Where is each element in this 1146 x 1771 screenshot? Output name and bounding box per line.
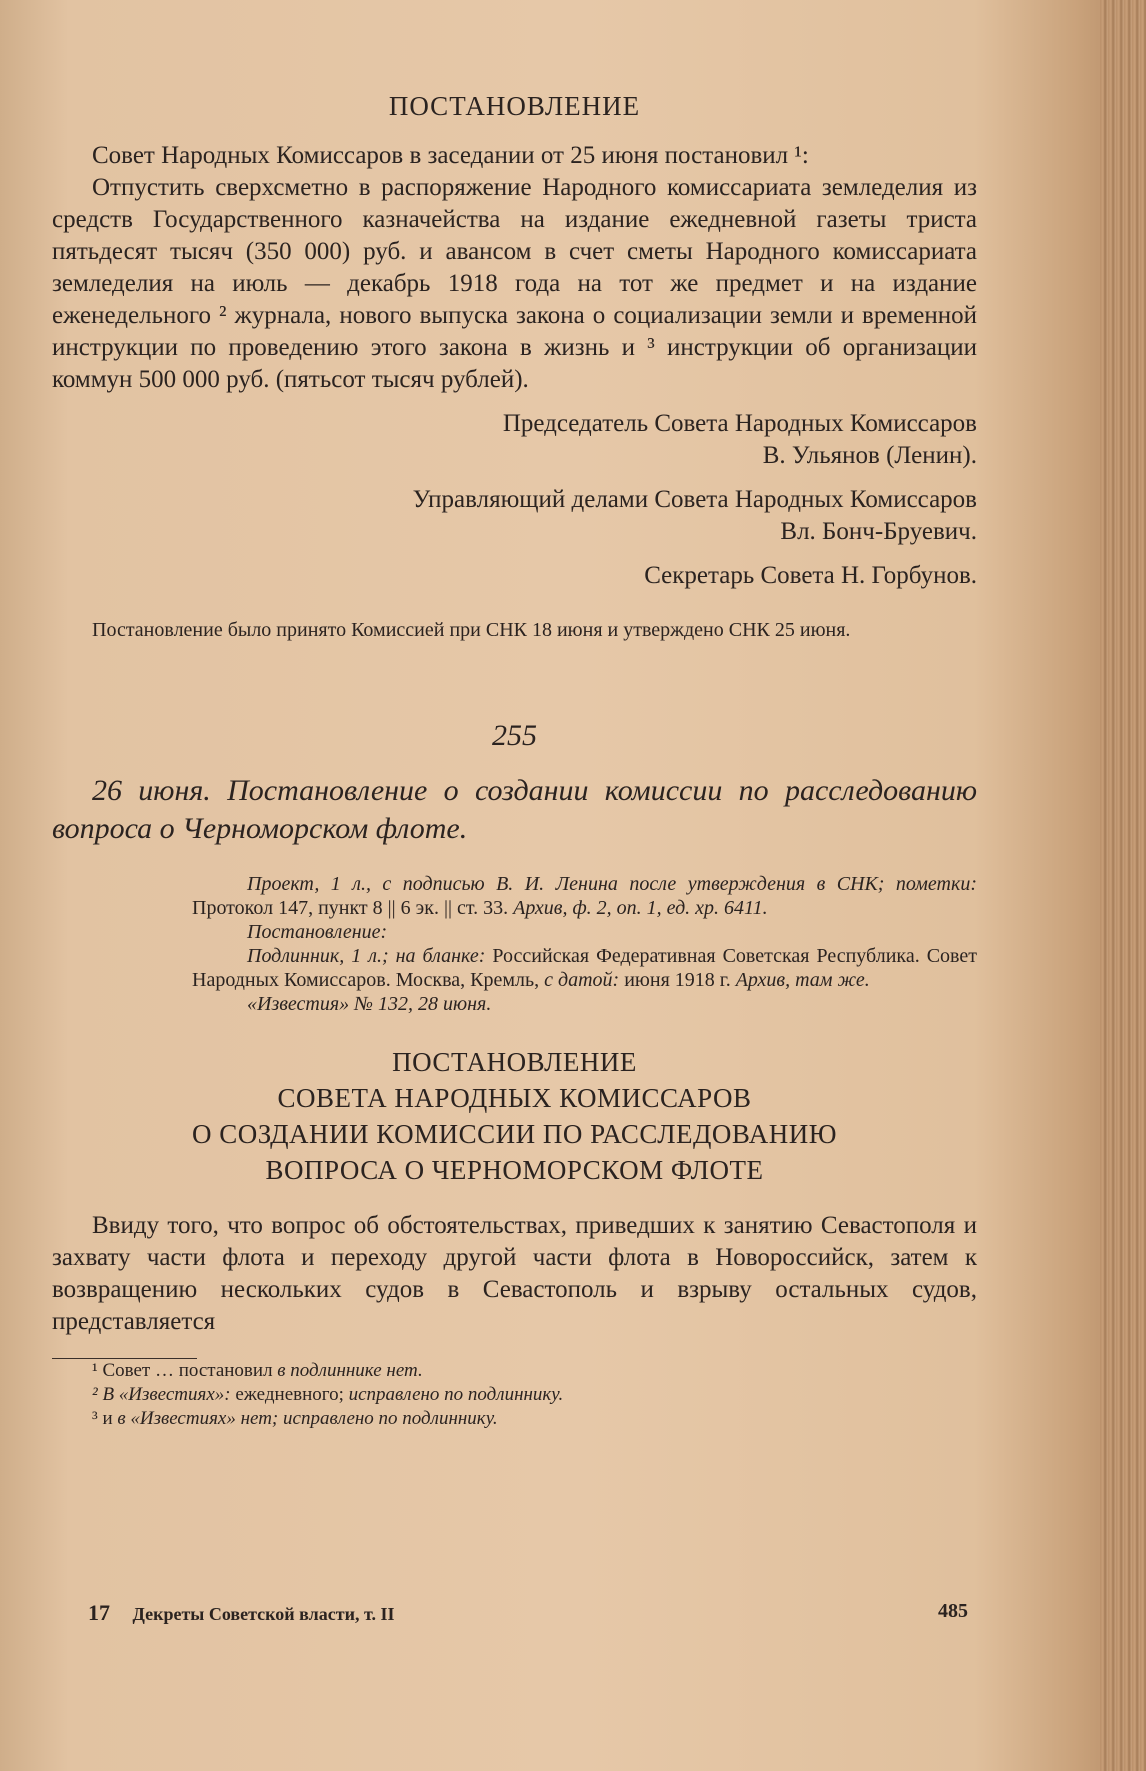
section1-para2: Отпустить сверхсметно в распоряжение Народного комиссариата земледелия из средств Государственного казначейства на издание ежедневной газеты триста пятьдесят тысяч (350 000) руб. и авансом в счет сметы Народного комиссариата земледелия на июль — декабрь 1918 года на тот же предмет и на издание еженедельного ² журнала, нового выпуска закона о социализации земли и временной инструкции по проведению этого закона в жизнь и ³ инструкции об организации коммун 500 000 руб. (пятьсот тысяч рублей).	[52, 174, 977, 393]
page-content	[52, 90, 977, 1431]
footnote-2	[52, 1383, 977, 1407]
sig1-title: Председатель Совета Народных Комиссаров	[502, 410, 977, 437]
signature-mark: 17	[88, 1600, 110, 1625]
fn2-c: исправлено по подлиннику.	[348, 1384, 564, 1405]
sig2-name: Вл. Бонч-Бруевич.	[780, 518, 977, 545]
src2-head: Постановление:	[247, 921, 388, 943]
heading-line-2: СОВЕТА НАРОДНЫХ КОМИССАРОВ	[277, 1083, 752, 1113]
section2-heading	[52, 1044, 977, 1188]
src2-c: с датой:	[544, 969, 620, 991]
fn2-a: ² В «Известиях»:	[92, 1384, 231, 1405]
heading-line-4: ВОПРОСА О ЧЕРНОМОРСКОМ ФЛОТЕ	[265, 1155, 764, 1185]
src3: «Известия» № 132, 28 июня.	[247, 993, 492, 1015]
footnote-1	[52, 1359, 977, 1383]
sig3: Секретарь Совета Н. Горбунов.	[644, 562, 977, 589]
book-edge	[1100, 0, 1146, 1771]
src2-a: Подлинник, 1 л.; на бланке:	[247, 945, 486, 967]
fn3-a: ³ и	[92, 1408, 113, 1429]
document-title: 26 июня. Постановление о создании комиссии по расследованию вопроса о Черноморском флоте.	[52, 774, 977, 845]
section1-heading: ПОСТАНОВЛЕНИЕ	[388, 91, 641, 121]
sig1-name: В. Ульянов (Ленин).	[762, 442, 977, 469]
document-number: 255	[492, 719, 537, 752]
fn1-b: в подлиннике нет.	[277, 1360, 423, 1381]
src1-c: Архив, ф. 2, оп. 1, ед. хр. 6411.	[513, 897, 768, 919]
sig2-title: Управляющий делами Совета Народных Комиссаров	[412, 486, 977, 513]
section2-body: Ввиду того, что вопрос об обстоятельствах, приведших к занятию Севастополя и захвату части флота и переходу другой части флота в Новороссийск, затем к возвращению нескольких судов в Севастополь и взрыву остальных судов, представляется	[52, 1212, 977, 1335]
src1-b: Протокол 147, пункт 8 || 6 эк. || ст. 33.	[192, 897, 509, 919]
src2-b: Российская Федеративная Советская Республика. Совет Народных Комиссаров. Москва, Кремль,	[192, 945, 977, 991]
src1-a: Проект, 1 л., с подписью В. И. Ленина после утверждения в СНК; пометки:	[247, 873, 977, 895]
heading-line-1: ПОСТАНОВЛЕНИЕ	[392, 1047, 637, 1077]
book-title: Декреты Советской власти, т. II	[132, 1604, 395, 1624]
section1-note: Постановление было принято Комиссией при СНК 18 июня и утверждено СНК 25 июня.	[92, 619, 851, 641]
heading-line-3: О СОЗДАНИИ КОМИССИИ ПО РАССЛЕДОВАНИЮ	[192, 1119, 837, 1149]
fn2-b: ежедневного;	[235, 1384, 344, 1405]
fn3-b: в «Известиях» нет; исправлено по подлиннику.	[117, 1408, 498, 1429]
fn1-a: ¹ Совет … постановил	[92, 1360, 273, 1381]
page-number: 485	[938, 1600, 968, 1622]
source-block	[52, 872, 977, 1016]
footer-left	[88, 1600, 394, 1626]
footnote-3	[52, 1407, 977, 1431]
src2-e: Архив, там же.	[735, 969, 870, 991]
section1-para1: Совет Народных Комиссаров в заседании от 25 июня постановил ¹:	[92, 142, 809, 169]
src2-d: июня 1918 г.	[624, 969, 731, 991]
